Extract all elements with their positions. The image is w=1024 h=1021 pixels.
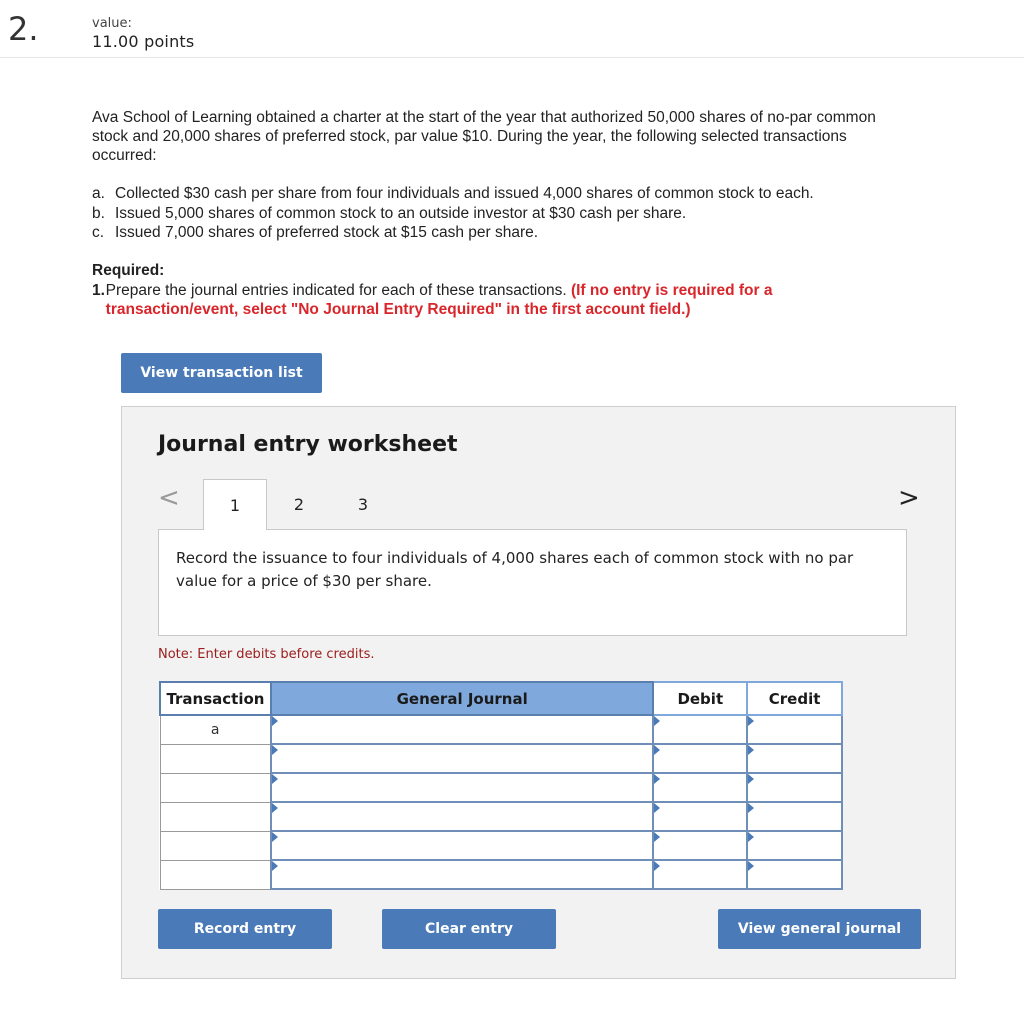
tab-3[interactable]: 3 (357, 495, 369, 514)
tab-2[interactable]: 2 (293, 495, 305, 514)
input-marker-icon (748, 716, 754, 726)
tab-1[interactable]: 1 (203, 479, 267, 530)
list-item-letter: a. (92, 185, 105, 202)
list-item-text: Issued 7,000 shares of preferred stock at $15 cash per share. (115, 224, 539, 241)
required-text: Prepare the journal entries indicated for each of these transactions. (105, 282, 567, 299)
view-transaction-list-button[interactable]: View transaction list (121, 353, 322, 393)
required-instruction: (If no entry is required for a transaction/event, select "No Journal Entry Required" in the first account field.) (105, 282, 773, 318)
credit-input[interactable] (747, 773, 842, 802)
dropdown-marker-icon (272, 745, 278, 755)
transaction-cell (160, 744, 271, 773)
input-marker-icon (654, 774, 660, 784)
transaction-cell: a (160, 715, 271, 744)
question-number: 2. (8, 10, 39, 48)
header-divider (0, 57, 1024, 58)
input-marker-icon (748, 774, 754, 784)
input-marker-icon (748, 803, 754, 813)
credit-input[interactable] (747, 831, 842, 860)
required-number: 1. (92, 282, 105, 299)
worksheet-title: Journal entry worksheet (158, 432, 458, 457)
credit-input[interactable] (747, 860, 842, 889)
dropdown-marker-icon (272, 774, 278, 784)
table-row (160, 773, 842, 802)
transaction-list (92, 184, 912, 243)
credit-input[interactable] (747, 715, 842, 744)
column-header-debit: Debit (653, 682, 747, 715)
column-header-credit: Credit (747, 682, 842, 715)
points-value: 11.00 points (92, 32, 195, 51)
dropdown-marker-icon (272, 716, 278, 726)
problem-intro: Ava School of Learning obtained a charter at the start of the year that authorized 50,000 shares of no-par common stock and 20,000 shares of preferred stock, par value $10. During the year, the following selected transactions occurred: (92, 109, 876, 164)
required-heading: Required: (92, 262, 165, 279)
clear-entry-button[interactable]: Clear entry (382, 909, 556, 949)
debit-input[interactable] (653, 773, 747, 802)
view-general-journal-button[interactable]: View general journal (718, 909, 921, 949)
list-item (92, 184, 912, 204)
debit-input[interactable] (653, 715, 747, 744)
list-item-letter: b. (92, 204, 105, 222)
credit-input[interactable] (747, 744, 842, 773)
value-label: value: (92, 16, 132, 31)
dropdown-marker-icon (272, 803, 278, 813)
list-item-text: Collected $30 cash per share from four individuals and issued 4,000 shares of common stock to each. (115, 185, 814, 202)
account-select[interactable] (271, 802, 653, 831)
dropdown-marker-icon (272, 832, 278, 842)
input-marker-icon (654, 745, 660, 755)
chevron-left-icon[interactable]: < (158, 483, 180, 513)
account-select[interactable] (271, 715, 653, 744)
column-header-transaction: Transaction (160, 682, 271, 715)
input-marker-icon (748, 832, 754, 842)
journal-table (159, 681, 843, 890)
list-item-text: Issued 5,000 shares of common stock to an outside investor at $30 cash per share. (115, 204, 687, 222)
input-marker-icon (654, 832, 660, 842)
table-row (160, 831, 842, 860)
table-row (160, 860, 842, 889)
list-item (92, 204, 912, 224)
credit-input[interactable] (747, 802, 842, 831)
column-header-general-journal: General Journal (271, 682, 653, 715)
transaction-cell (160, 831, 271, 860)
transaction-prompt: Record the issuance to four individuals of 4,000 shares each of common stock with no par value for a price of $30 per share. (158, 529, 907, 636)
required-text-wrap (106, 281, 852, 319)
debit-input[interactable] (653, 744, 747, 773)
table-row (160, 744, 842, 773)
table-row (160, 715, 842, 744)
debit-input[interactable] (653, 831, 747, 860)
required-item (92, 281, 852, 319)
table-row (160, 802, 842, 831)
debit-input[interactable] (653, 802, 747, 831)
transaction-cell (160, 802, 271, 831)
transaction-cell (160, 773, 271, 802)
chevron-right-icon[interactable]: > (898, 483, 920, 513)
record-entry-button[interactable]: Record entry (158, 909, 332, 949)
input-marker-icon (654, 716, 660, 726)
input-marker-icon (748, 861, 754, 871)
account-select[interactable] (271, 860, 653, 889)
journal-entry-worksheet (121, 406, 956, 979)
list-item (92, 223, 912, 243)
journal-header-row (160, 682, 842, 715)
account-select[interactable] (271, 744, 653, 773)
input-marker-icon (654, 861, 660, 871)
debit-input[interactable] (653, 860, 747, 889)
account-select[interactable] (271, 773, 653, 802)
list-item-letter: c. (92, 224, 105, 241)
transaction-cell (160, 860, 271, 889)
input-marker-icon (748, 745, 754, 755)
entry-note: Note: Enter debits before credits. (158, 647, 375, 662)
dropdown-marker-icon (272, 861, 278, 871)
input-marker-icon (654, 803, 660, 813)
account-select[interactable] (271, 831, 653, 860)
